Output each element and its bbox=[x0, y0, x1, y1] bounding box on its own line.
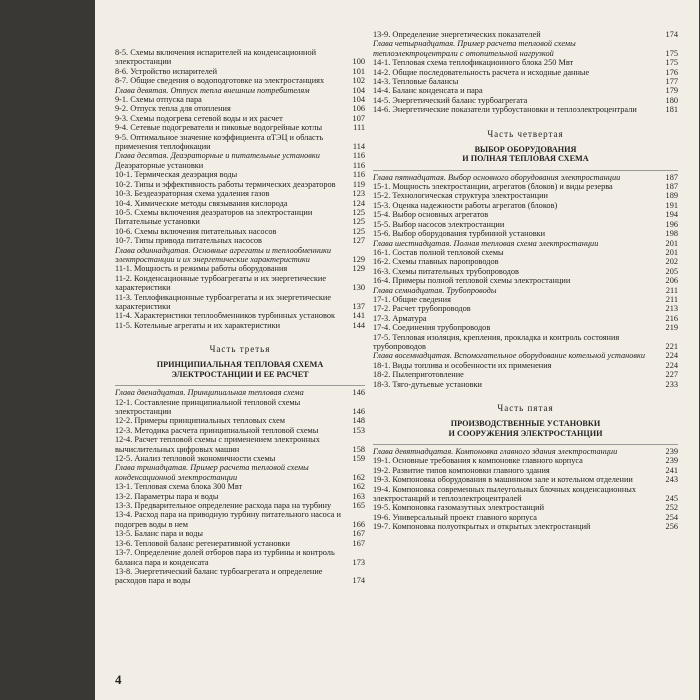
toc-entry bbox=[115, 482, 365, 491]
entry-title: 15-4. Выбор основных агрегатов bbox=[373, 210, 489, 220]
entry-page-number: 196 bbox=[665, 219, 678, 229]
book-page bbox=[95, 0, 699, 700]
entry-title: Глава восемнадцатая. Вспомогательное оборудование котельной установки bbox=[373, 351, 646, 361]
entry-title: 11-2. Конденсационные турбоагрегаты и их энергетические характеристики bbox=[115, 273, 327, 293]
entry-title: 13-3. Предварительное определение расхода пара на турбину bbox=[115, 501, 332, 511]
entry-title: 12-2. Примеры принципиальных тепловых схем bbox=[115, 416, 286, 426]
entry-page-number: 198 bbox=[665, 229, 678, 239]
entry-page-number: 146 bbox=[352, 388, 365, 398]
entry-title: 19-6. Универсальный проект главного корпуса bbox=[373, 512, 537, 522]
entry-title: 12-3. Методика расчета принципиальной тепловой схемы bbox=[115, 425, 319, 435]
toc-entry bbox=[115, 274, 365, 293]
toc-entry bbox=[115, 293, 365, 312]
entry-title: 17-4. Соединения трубопроводов bbox=[373, 323, 491, 333]
entry-title: 15-6. Выбор оборудования турбинной установки bbox=[373, 229, 546, 239]
toc-entry bbox=[115, 133, 365, 152]
chapter-entry bbox=[115, 463, 365, 482]
part-title: ВЫБОР ОБОРУДОВАНИЯ И ПОЛНАЯ ТЕПЛОВАЯ СХЕМА bbox=[462, 144, 589, 164]
entry-title: 10-3. Бездеаэраторная схема удаления газов bbox=[115, 189, 270, 199]
toc-entry bbox=[373, 295, 678, 304]
entry-title: 16-2. Схемы главных паропроводов bbox=[373, 257, 499, 267]
toc-entry bbox=[373, 201, 678, 210]
entry-page-number: 125 bbox=[352, 217, 365, 227]
entry-title: 11-5. Котельные агрегаты и их характеристики bbox=[115, 320, 281, 330]
entry-title: 13-9. Определение энергетических показателей bbox=[373, 30, 541, 39]
entry-page-number: 173 bbox=[352, 557, 365, 567]
toc-right-column bbox=[373, 30, 678, 532]
entry-page-number: 206 bbox=[665, 276, 678, 286]
entry-title: 13-1. Тепловая схема блока 300 Мвт bbox=[115, 482, 243, 492]
divider bbox=[373, 444, 678, 445]
entry-title: 16-4. Примеры полной тепловой схемы электростанции bbox=[373, 276, 571, 286]
toc-entry bbox=[373, 456, 678, 465]
entry-title: 19-2. Развитие типов компоновки главного здания bbox=[373, 465, 550, 475]
entry-title: 10-7. Типы привода питательных насосов bbox=[115, 236, 262, 246]
toc-entry bbox=[115, 398, 365, 417]
toc-entry bbox=[373, 58, 678, 67]
toc-entry bbox=[115, 426, 365, 435]
toc-entry bbox=[373, 210, 678, 219]
entry-title: 16-1. Состав полной тепловой схемы bbox=[373, 247, 504, 257]
entry-title: 17-5. Тепловая изоляция, крепления, прокладка и контроль состояния трубопроводов bbox=[373, 332, 620, 351]
entry-title: 10-6. Схемы включения питательных насосов bbox=[115, 226, 277, 236]
entry-page-number: 123 bbox=[352, 189, 365, 199]
entry-page-number: 114 bbox=[352, 142, 365, 152]
entry-title: Глава девятнадцатая. Компоновка главного здания электростанции bbox=[373, 447, 618, 456]
chapter-entry bbox=[115, 246, 365, 265]
entry-page-number: 167 bbox=[352, 529, 365, 539]
toc-section bbox=[115, 48, 365, 330]
entry-page-number: 101 bbox=[352, 66, 365, 76]
toc-entry bbox=[115, 208, 365, 217]
toc-entry bbox=[373, 522, 678, 531]
toc-entry bbox=[373, 220, 678, 229]
entry-page-number: 187 bbox=[665, 172, 678, 182]
toc-entry bbox=[373, 77, 678, 86]
entry-title: 14-2. Общие последовательность расчета и исходные данные bbox=[373, 67, 590, 77]
toc-entry bbox=[115, 454, 365, 463]
toc-entry bbox=[373, 30, 678, 39]
entry-title: 18-2. Пылеприготовление bbox=[373, 370, 464, 380]
toc-section bbox=[373, 447, 678, 532]
chapter-entry bbox=[373, 173, 678, 182]
entry-title: 10-2. Типы и эффективность работы термических деаэраторов bbox=[115, 179, 336, 189]
part-heading: Часть четвертая bbox=[487, 128, 564, 139]
entry-title: 12-4. Расчет тепловой схемы с применением электронных вычислительных цифровых машин bbox=[115, 435, 320, 454]
toc-entry bbox=[373, 361, 678, 370]
entry-title: 14-5. Энергетический баланс турбоагрегата bbox=[373, 95, 528, 105]
toc-entry bbox=[115, 114, 365, 123]
entry-page-number: 252 bbox=[665, 503, 678, 513]
entry-page-number: 202 bbox=[665, 257, 678, 267]
part-title: ПРИНЦИПИАЛЬНАЯ ТЕПЛОВАЯ СХЕМА ЭЛЕКТРОСТАНЦИИ И ЕЕ РАСЧЕТ bbox=[156, 360, 324, 379]
chapter-entry bbox=[373, 286, 678, 295]
entry-title: Глава девятая. Отпуск тепла внешним потребителям bbox=[115, 85, 310, 95]
toc-entry bbox=[373, 276, 678, 285]
entry-title: 9-4. Сетевые подогреватели и пиковые водогрейные котлы bbox=[115, 123, 323, 133]
entry-title: Глава десятая. Деаэраторные и питательные установки bbox=[115, 151, 320, 161]
entry-page-number: 153 bbox=[352, 425, 365, 435]
entry-title: 14-4. Баланс конденсата и пара bbox=[373, 86, 483, 96]
toc-entry bbox=[373, 191, 678, 200]
entry-page-number: 166 bbox=[352, 519, 365, 529]
entry-page-number: 254 bbox=[665, 512, 678, 522]
toc-entry bbox=[373, 503, 678, 512]
entry-page-number: 256 bbox=[665, 522, 678, 532]
entry-title: 8-6. Устройство испарителей bbox=[115, 66, 218, 76]
entry-page-number: 174 bbox=[665, 30, 678, 39]
entry-title: 13-2. Параметры пара и воды bbox=[115, 491, 219, 501]
entry-title: 17-2. Расчет трубопроводов bbox=[373, 304, 471, 314]
entry-title: 13-7. Определение долей отборов пара из турбины и контроль баланса пара и конденсата bbox=[115, 548, 335, 567]
entry-title: 17-3. Арматура bbox=[373, 313, 427, 323]
entry-page-number: 158 bbox=[352, 444, 365, 454]
entry-title: 14-1. Тепловая схема теплофикационного блока 250 Мвт bbox=[373, 58, 574, 68]
entry-page-number: 216 bbox=[665, 313, 678, 323]
toc-entry bbox=[373, 96, 678, 105]
toc-entry bbox=[115, 189, 365, 198]
entry-title: 8-7. Общие сведения о водоподготовке на электростанциях bbox=[115, 76, 325, 86]
entry-page-number: 130 bbox=[352, 283, 365, 293]
entry-title: 15-5. Выбор насосов электростанции bbox=[373, 219, 505, 229]
entry-title: 10-4. Химические методы связывания кислорода bbox=[115, 198, 288, 208]
entry-page-number: 224 bbox=[665, 351, 678, 361]
entry-page-number: 175 bbox=[665, 48, 678, 58]
entry-page-number: 213 bbox=[665, 304, 678, 314]
entry-page-number: 211 bbox=[665, 294, 678, 304]
entry-title: 14-6. Энергетические показатели турбоустановки и теплоэлектроцентрали bbox=[373, 105, 637, 115]
entry-title: 19-1. Основные требования к компоновке главного корпуса bbox=[373, 456, 583, 466]
page-number: 4 bbox=[115, 672, 122, 687]
entry-title: 19-5. Компоновка газомазутных электростанций bbox=[373, 503, 545, 513]
entry-title: 19-3. Компоновка оборудования в машинном зале и котельном отделении bbox=[373, 475, 633, 485]
toc-entry bbox=[373, 513, 678, 522]
entry-page-number: 111 bbox=[353, 123, 365, 133]
entry-page-number: 194 bbox=[665, 210, 678, 220]
toc-entry bbox=[115, 567, 365, 586]
entry-page-number: 106 bbox=[352, 104, 365, 114]
toc-entry bbox=[115, 227, 365, 236]
toc-entry bbox=[373, 475, 678, 484]
entry-title: 9-5. Оптимальное значение коэффициента αТЭЦ и область применения теплофикации bbox=[115, 132, 324, 152]
entry-title: 13-6. Тепловой баланс регенеративной установки bbox=[115, 538, 290, 548]
toc-entry bbox=[115, 199, 365, 208]
toc-entry bbox=[115, 76, 365, 85]
toc-entry bbox=[373, 380, 678, 389]
entry-page-number: 239 bbox=[665, 447, 678, 456]
divider bbox=[115, 385, 365, 386]
entry-page-number: 224 bbox=[665, 360, 678, 370]
toc-entry bbox=[373, 370, 678, 379]
entry-title: 9-3. Схемы подогрева сетевой воды и их расчет bbox=[115, 113, 283, 123]
toc-entry bbox=[115, 170, 365, 179]
toc-left-column bbox=[115, 48, 365, 586]
entry-title: 17-1. Общие сведения bbox=[373, 294, 451, 304]
entry-page-number: 104 bbox=[352, 95, 365, 105]
toc-entry bbox=[373, 466, 678, 475]
toc-entry bbox=[115, 123, 365, 132]
entry-page-number: 167 bbox=[352, 538, 365, 548]
toc-entry bbox=[115, 416, 365, 425]
toc-entry bbox=[373, 267, 678, 276]
toc-entry bbox=[373, 257, 678, 266]
entry-page-number: 189 bbox=[665, 191, 678, 201]
entry-title: 11-4. Характеристики теплообменников турбинных установок bbox=[115, 311, 336, 321]
entry-title: 12-5. Анализ тепловой экономичности схемы bbox=[115, 454, 276, 464]
entry-page-number: 233 bbox=[665, 379, 678, 389]
entry-page-number: 162 bbox=[352, 482, 365, 492]
entry-page-number: 116 bbox=[352, 160, 365, 170]
entry-page-number: 124 bbox=[352, 198, 365, 208]
entry-page-number: 129 bbox=[352, 264, 365, 274]
toc-entry bbox=[373, 248, 678, 257]
toc-entry bbox=[115, 321, 365, 330]
entry-title: Питательные установки bbox=[115, 217, 200, 227]
entry-page-number: 165 bbox=[352, 501, 365, 511]
chapter-entry bbox=[373, 351, 678, 360]
entry-page-number: 176 bbox=[665, 67, 678, 77]
entry-page-number: 174 bbox=[352, 576, 365, 586]
toc-entry bbox=[115, 264, 365, 273]
toc-entry bbox=[115, 48, 365, 67]
chapter-entry bbox=[115, 388, 365, 397]
entry-title: Глава пятнадцатая. Выбор основного оборудования электростанции bbox=[373, 172, 621, 182]
chapter-entry bbox=[115, 151, 365, 160]
entry-page-number: 125 bbox=[352, 207, 365, 217]
part-title: ПРОИЗВОДСТВЕННЫЕ УСТАНОВКИ И СООРУЖЕНИЯ ЭЛЕКТРОСТАНЦИИ bbox=[448, 419, 603, 438]
toc-entry bbox=[115, 529, 365, 538]
entry-page-number: 211 bbox=[665, 285, 678, 295]
entry-title: Глава одиннадцатая. Основные агрегаты и теплообменники электростанции и их энергетические характеристики bbox=[115, 245, 332, 264]
entry-title: 16-3. Схемы питательных трубопроводов bbox=[373, 266, 519, 276]
entry-title: 15-1. Мощность электростанции, агрегатов (блоков) и виды резерва bbox=[373, 182, 613, 192]
toc-entry bbox=[115, 104, 365, 113]
entry-page-number: 201 bbox=[665, 247, 678, 257]
toc-entry bbox=[115, 548, 365, 567]
toc-entry bbox=[373, 86, 678, 95]
part-heading: Часть третья bbox=[209, 344, 271, 355]
entry-page-number: 100 bbox=[352, 57, 365, 67]
entry-page-number: 187 bbox=[665, 182, 678, 192]
toc-section bbox=[373, 30, 678, 115]
chapter-entry bbox=[373, 239, 678, 248]
entry-page-number: 148 bbox=[352, 416, 365, 426]
entry-title: 9-1. Схемы отпуска пара bbox=[115, 95, 202, 105]
entry-page-number: 241 bbox=[665, 465, 678, 475]
toc-entry bbox=[115, 67, 365, 76]
entry-page-number: 221 bbox=[665, 341, 678, 351]
entry-page-number: 245 bbox=[665, 494, 678, 504]
entry-page-number: 141 bbox=[352, 311, 365, 321]
entry-title: Глава семнадцатая. Трубопроводы bbox=[373, 285, 497, 295]
entry-title: 11-1. Мощность и режимы работы оборудования bbox=[115, 264, 288, 274]
entry-page-number: 163 bbox=[352, 491, 365, 501]
entry-title: 10-1. Термическая деаэрация воды bbox=[115, 170, 238, 180]
entry-title: Деаэраторные установки bbox=[115, 160, 204, 170]
entry-page-number: 177 bbox=[665, 77, 678, 87]
entry-page-number: 175 bbox=[665, 58, 678, 68]
entry-title: 15-3. Оценка надежности работы агрегатов (блоков) bbox=[373, 200, 558, 210]
entry-title: 13-4. Расход пара на приводную турбину питательного насоса и подогрев воды в нем bbox=[115, 510, 341, 529]
entry-page-number: 243 bbox=[665, 475, 678, 485]
toc-entry bbox=[115, 492, 365, 501]
entry-page-number: 162 bbox=[352, 472, 365, 482]
entry-page-number: 159 bbox=[352, 454, 365, 464]
entry-page-number: 205 bbox=[665, 266, 678, 276]
toc-entry bbox=[115, 217, 365, 226]
entry-page-number: 125 bbox=[352, 226, 365, 236]
entry-title: 12-1. Составление принципиальной тепловой схемы электростанции bbox=[115, 397, 301, 416]
entry-title: 8-5. Схемы включения испарителей на конденсационной электростанции bbox=[115, 48, 317, 67]
entry-page-number: 181 bbox=[665, 105, 678, 115]
entry-title: Глава четырнадцатая. Пример расчета тепловой схемы теплоэлектроцентрали с отопительной нагрузкой bbox=[373, 39, 576, 58]
toc-section bbox=[115, 388, 365, 586]
entry-page-number: 146 bbox=[352, 407, 365, 416]
entry-title: 13-8. Энергетический баланс турбоагрегата и определение расходов пара и воды bbox=[115, 566, 323, 586]
part-heading: Часть пятая bbox=[497, 403, 554, 413]
toc-entry bbox=[373, 485, 678, 504]
entry-page-number: 104 bbox=[352, 85, 365, 95]
toc-entry bbox=[115, 311, 365, 320]
entry-title: 10-5. Схемы включения деаэраторов на электростанции bbox=[115, 207, 313, 217]
entry-page-number: 127 bbox=[352, 236, 365, 246]
toc-entry bbox=[373, 314, 678, 323]
entry-page-number: 179 bbox=[665, 86, 678, 96]
chapter-entry bbox=[373, 447, 678, 456]
entry-page-number: 119 bbox=[352, 179, 365, 189]
toc-section bbox=[373, 173, 678, 389]
toc-entry bbox=[115, 95, 365, 104]
toc-entry bbox=[373, 68, 678, 77]
entry-title: 19-7. Компоновка полуоткрытых и открытых электростанций bbox=[373, 522, 591, 532]
toc-entry bbox=[115, 435, 365, 454]
entry-title: 18-3. Тяго-дутьевые установки bbox=[373, 379, 482, 389]
chapter-entry bbox=[373, 39, 678, 58]
entry-page-number: 116 bbox=[352, 170, 365, 180]
toc-entry bbox=[115, 510, 365, 529]
toc-entry bbox=[373, 182, 678, 191]
entry-page-number: 227 bbox=[665, 370, 678, 380]
toc-entry bbox=[373, 229, 678, 238]
toc-entry bbox=[373, 333, 678, 352]
entry-title: Глава тринадцатая. Пример расчета тепловой схемы конденсационной электростанции bbox=[115, 463, 309, 482]
entry-page-number: 107 bbox=[352, 113, 365, 123]
entry-page-number: 102 bbox=[352, 76, 365, 86]
entry-title: 9-2. Отпуск тепла для отопления bbox=[115, 104, 231, 114]
toc-entry bbox=[373, 323, 678, 332]
entry-title: 13-5. Баланс пара и воды bbox=[115, 529, 204, 539]
entry-title: Глава двенадцатая. Принципиальная тепловая схема bbox=[115, 388, 304, 398]
entry-page-number: 191 bbox=[665, 200, 678, 210]
entry-page-number: 239 bbox=[665, 456, 678, 466]
entry-page-number: 116 bbox=[352, 151, 365, 161]
entry-title: 11-3. Теплофикационные турбоагрегаты и их энергетические характеристики bbox=[115, 292, 332, 311]
entry-title: 14-3. Тепловые балансы bbox=[373, 77, 459, 87]
entry-page-number: 129 bbox=[352, 254, 365, 264]
entry-page-number: 144 bbox=[352, 320, 365, 330]
entry-title: 15-2. Технологическая структура электростанции bbox=[373, 191, 548, 201]
toc-entry bbox=[115, 501, 365, 510]
entry-page-number: 180 bbox=[665, 95, 678, 105]
entry-title: Глава шестнадцатая. Полная тепловая схема электростанции bbox=[373, 238, 599, 248]
toc-entry bbox=[115, 161, 365, 170]
entry-title: 19-4. Компоновка современных пылеугольных блочных конденсационных электростанций и теплоэлектроцентралей bbox=[373, 484, 636, 504]
toc-entry bbox=[115, 180, 365, 189]
divider bbox=[373, 170, 678, 171]
toc-entry bbox=[373, 105, 678, 114]
toc-entry bbox=[115, 539, 365, 548]
entry-page-number: 201 bbox=[665, 238, 678, 248]
entry-page-number: 137 bbox=[352, 301, 365, 311]
entry-title: 18-1. Виды топлива и особенности их применения bbox=[373, 360, 552, 370]
toc-entry bbox=[115, 236, 365, 245]
toc-entry bbox=[373, 304, 678, 313]
entry-page-number: 219 bbox=[665, 323, 678, 333]
chapter-entry bbox=[115, 86, 365, 95]
